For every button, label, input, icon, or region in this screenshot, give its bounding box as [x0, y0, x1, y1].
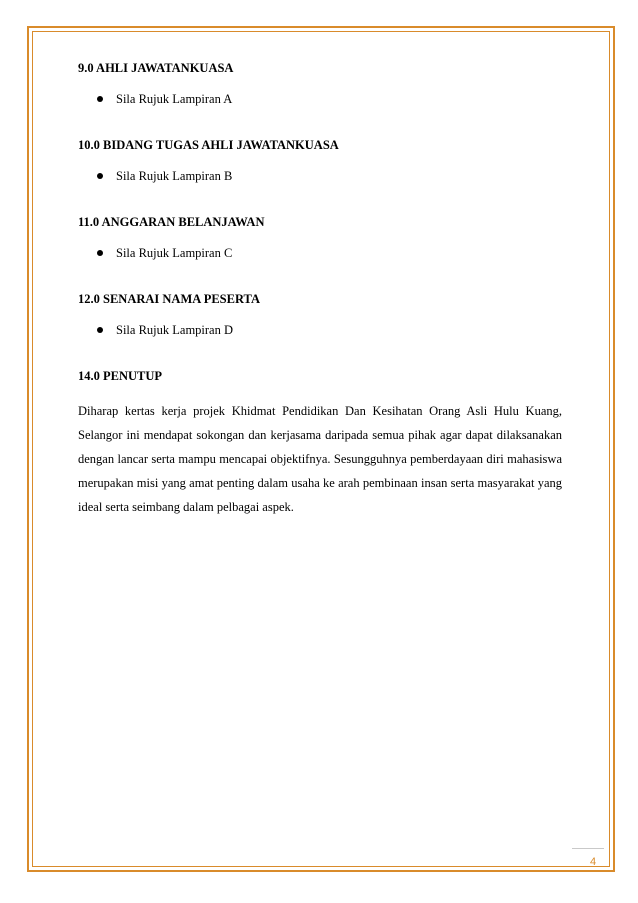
section-heading: 10.0 BIDANG TUGAS AHLI JAWATANKUASA [78, 138, 339, 152]
list-item [78, 245, 562, 261]
bullet-icon [97, 250, 103, 256]
page-number: 4 [590, 856, 597, 868]
bullet-icon [97, 96, 103, 102]
list-item-text: Sila Rujuk Lampiran A [116, 92, 233, 106]
closing-paragraph: Diharap kertas kerja projek Khidmat Pendidikan Dan Kesihatan Orang Asli Hulu Kuang, Selangor ini mendapat sokongan dan kerjasama daripada semua pihak agar dapat dilaksanakan dengan lancar serta mampu mencapai objektifnya. Sesungguhnya pemberdayaan diri mahasiswa merupakan misi yang amat penting dalam usaha ke arah pembinaan insan serta masyarakat yang ideal serta seimbang dalam pelbagai aspek. [78, 404, 562, 514]
document-body [78, 60, 562, 549]
bullet-list [78, 168, 562, 184]
bullet-list [78, 245, 562, 261]
section-bidang-tugas [78, 137, 562, 184]
list-item [78, 322, 562, 338]
list-item [78, 91, 562, 107]
bullet-list [78, 91, 562, 107]
section-senarai-nama-peserta [78, 291, 562, 338]
bullet-list [78, 322, 562, 338]
section-heading: 11.0 ANGGARAN BELANJAWAN [78, 215, 265, 229]
list-item-text: Sila Rujuk Lampiran B [116, 169, 233, 183]
section-heading: 12.0 SENARAI NAMA PESERTA [78, 292, 260, 306]
list-item-text: Sila Rujuk Lampiran D [116, 323, 233, 337]
section-ahli-jawatankuasa [78, 60, 562, 107]
section-anggaran-belanjawan [78, 214, 562, 261]
bullet-icon [97, 327, 103, 333]
section-heading: 9.0 AHLI JAWATANKUASA [78, 61, 234, 75]
section-heading: 14.0 PENUTUP [78, 369, 163, 383]
bullet-icon [97, 173, 103, 179]
page-number-divider [572, 848, 604, 849]
list-item-text: Sila Rujuk Lampiran C [116, 246, 233, 260]
section-penutup [78, 368, 562, 519]
list-item [78, 168, 562, 184]
